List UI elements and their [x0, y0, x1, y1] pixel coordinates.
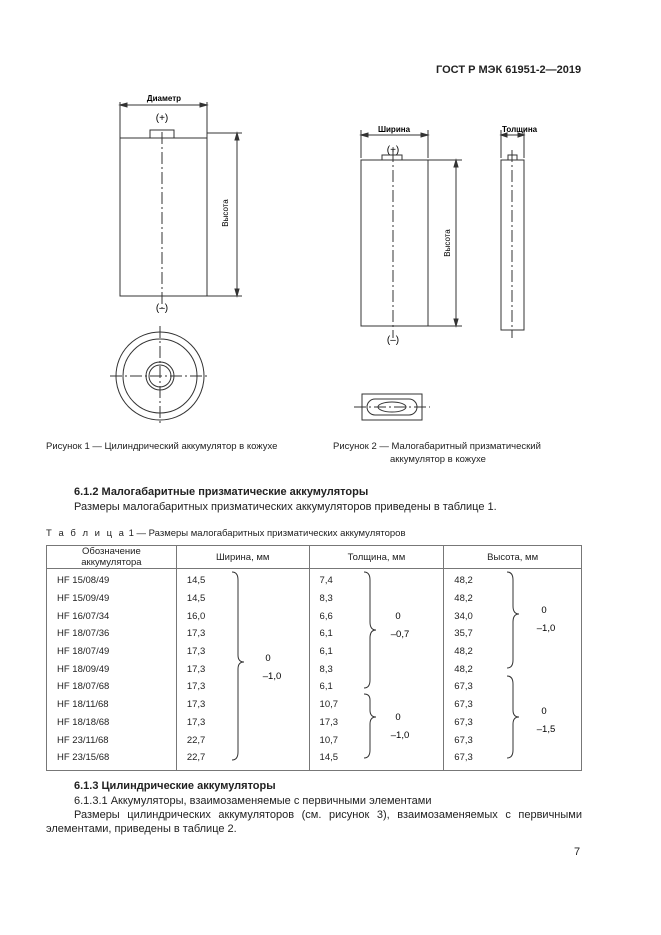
height-cell: 67,3	[444, 731, 582, 749]
height-cell: 34,0	[444, 607, 582, 625]
height-label: Высота	[443, 229, 452, 257]
designation-cell: HF 18/07/68	[47, 678, 177, 696]
table-caption-prefix: Т а б л и ц а	[46, 528, 126, 539]
diameter-label: Диаметр	[146, 94, 182, 103]
height-cell: 48,2	[444, 660, 582, 678]
designation-cell: HF 18/09/49	[47, 660, 177, 678]
width-label: Ширина	[377, 125, 411, 134]
figure-2-caption-line1: Рисунок 2 — Малогабаритный призматический	[333, 441, 541, 452]
designation-cell: HF 15/09/49	[47, 590, 177, 608]
col-header-designation: Обозначение аккумулятора	[47, 546, 177, 569]
thickness-cell: 10,7	[309, 696, 444, 714]
section-6-1-2-title: 6.1.2 Малогабаритные призматические аккумуляторы	[74, 486, 369, 498]
designation-cell: HF 18/07/49	[47, 643, 177, 661]
section-6-1-3-title: 6.1.3 Цилиндрические аккумуляторы	[74, 780, 276, 792]
thickness-tolerance-2-upper: 0	[395, 712, 401, 723]
width-cell: 17,3	[176, 660, 309, 678]
thickness-cell: 8,3	[309, 590, 444, 608]
section-6-1-2-text: Размеры малогабаритных призматических аккумуляторов приведены в таблице 1.	[74, 501, 497, 513]
width-cell: 17,3	[176, 696, 309, 714]
width-cell: 22,7	[176, 749, 309, 770]
thickness-cell: 6,1	[309, 643, 444, 661]
col-header-width: Ширина, мм	[176, 546, 309, 569]
width-cell: 14,5	[176, 569, 309, 590]
height-tolerance-1-upper: 0	[541, 605, 547, 616]
thickness-tolerance-2-lower: –1,0	[390, 730, 410, 741]
width-cell: 17,3	[176, 714, 309, 732]
height-label: Высота	[221, 199, 230, 227]
width-cell: 17,3	[176, 625, 309, 643]
thickness-cell: 10,7	[309, 731, 444, 749]
positive-terminal-label: (+)	[386, 145, 400, 156]
section-6-1-3-text-line2: элементами, приведены в таблице 2.	[46, 823, 237, 835]
page-number: 7	[574, 846, 581, 858]
thickness-cell: 6,6	[309, 607, 444, 625]
width-tolerance-lower: –1,0	[262, 671, 282, 682]
designation-cell: HF 23/15/68	[47, 749, 177, 770]
designation-cell: HF 18/11/68	[47, 696, 177, 714]
width-cell: 16,0	[176, 607, 309, 625]
thickness-label: Толщина	[502, 125, 538, 134]
thickness-tolerance-1-upper: 0	[395, 611, 401, 622]
thickness-cell: 6,1	[309, 625, 444, 643]
col-header-height: Высота, мм	[444, 546, 582, 569]
designation-cell: HF 16/07/34	[47, 607, 177, 625]
col-header-thickness: Толщина, мм	[309, 546, 444, 569]
height-cell: 35,7	[444, 625, 582, 643]
figure-1-caption: Рисунок 1 — Цилиндрический аккумулятор в кожухе	[46, 441, 278, 452]
height-cell: 67,3	[444, 696, 582, 714]
height-cell: 48,2	[444, 643, 582, 661]
designation-cell: HF 18/18/68	[47, 714, 177, 732]
designation-cell: HF 18/07/36	[47, 625, 177, 643]
thickness-tolerance-1-lower: –0,7	[390, 629, 410, 640]
table-caption-text: 1 — Размеры малогабаритных призматических аккумуляторов	[125, 528, 406, 539]
height-cell: 67,3	[444, 678, 582, 696]
width-cell: 22,7	[176, 731, 309, 749]
width-tolerance-upper: 0	[265, 653, 271, 664]
height-cell: 48,2	[444, 590, 582, 608]
width-cell: 14,5	[176, 590, 309, 608]
designation-cell: HF 23/11/68	[47, 731, 177, 749]
negative-terminal-label: (–)	[386, 335, 400, 346]
designation-cell: HF 15/08/49	[47, 569, 177, 590]
thickness-cell: 17,3	[309, 714, 444, 732]
section-6-1-3-1-title: 6.1.3.1 Аккумуляторы, взаимозаменяемые с первичными элементами	[74, 795, 432, 807]
negative-terminal-label: (–)	[155, 303, 169, 314]
height-tolerance-1-lower: –1,0	[536, 623, 556, 634]
figure-2-caption-line2: аккумулятор в кожухе	[390, 454, 486, 465]
thickness-cell: 6,1	[309, 678, 444, 696]
height-cell: 67,3	[444, 714, 582, 732]
positive-terminal-label: (+)	[155, 113, 169, 124]
height-tolerance-2-lower: –1,5	[536, 724, 556, 735]
section-6-1-3-text-line1: Размеры цилиндрических аккумуляторов (см. рисунок 3), взаимозаменяемых с первичными	[74, 809, 582, 821]
width-cell: 17,3	[176, 678, 309, 696]
height-cell: 48,2	[444, 569, 582, 590]
thickness-cell: 7,4	[309, 569, 444, 590]
thickness-cell: 14,5	[309, 749, 444, 770]
thickness-cell: 8,3	[309, 660, 444, 678]
standard-header: ГОСТ Р МЭК 61951-2—2019	[436, 64, 582, 76]
width-cell: 17,3	[176, 643, 309, 661]
height-tolerance-2-upper: 0	[541, 706, 547, 717]
height-cell: 67,3	[444, 749, 582, 770]
